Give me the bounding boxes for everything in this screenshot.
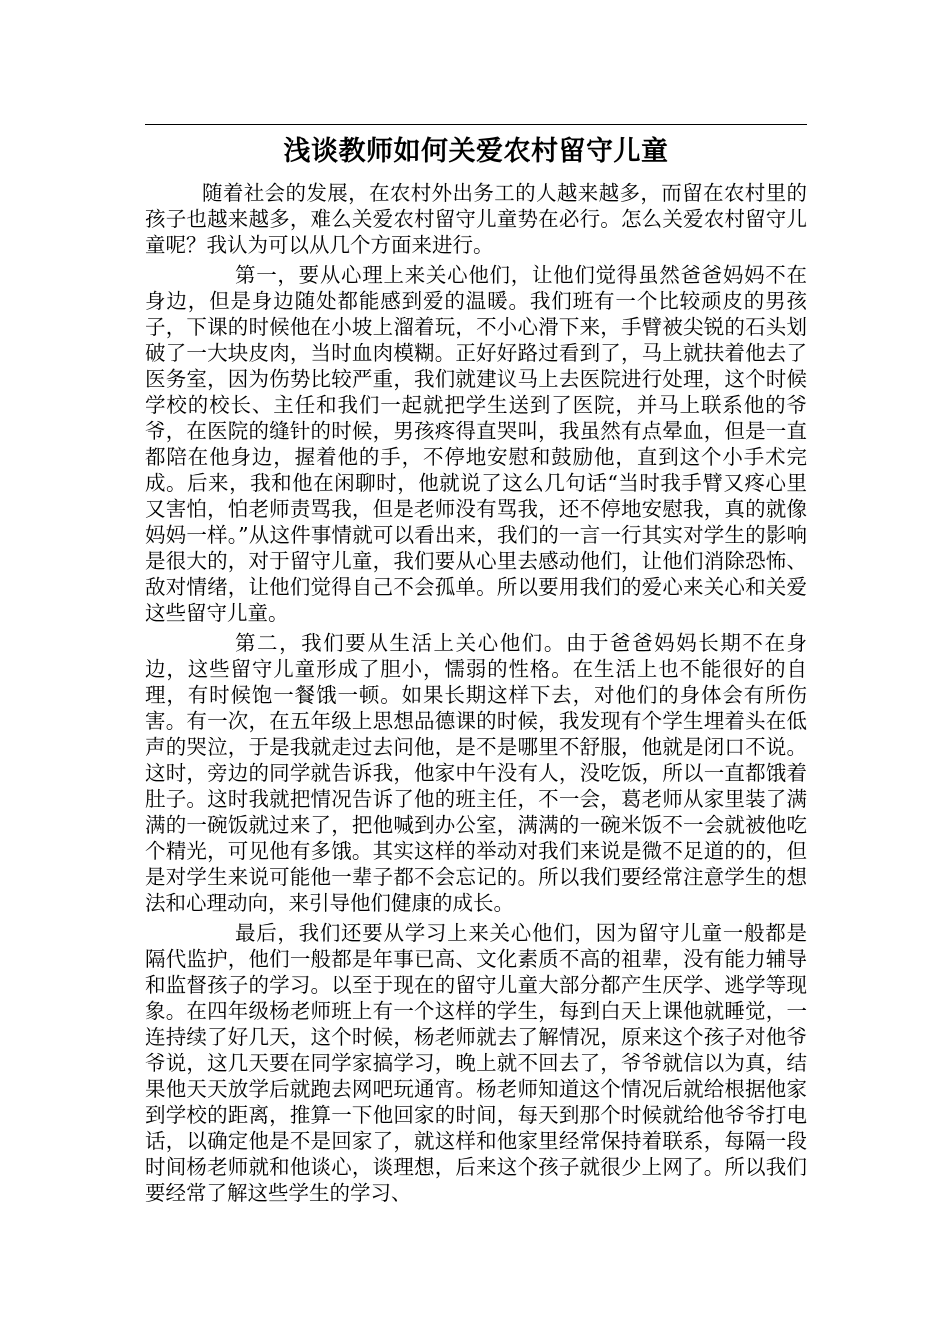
paragraph-psychological-care: 第一，要从心理上来关心他们，让他们觉得虽然爸爸妈妈不在身边，但是身边随处都能感到爱的温暖。我们班有一个比较顽皮的男孩子，下课的时候他在小坡上溜着玩，不小心滑下来，手臂被尖锐的石头划破了一大块皮肉，当时血肉模糊。正好好路过看到了，马上就扶着他去了医务室，因为伤势比较严重，我们就建议马上去医院进行处理，这个时候学校的校长、主任和我们一起就把学生送到了医院，并马上联系他的爷爷，在医院的缝针的时候，男孩疼得直哭叫，我虽然有点晕血，但是一直都陪在他身边，握着他的手，不停地安慰和鼓励他，直到这个小手术完成。后来，我和他在闲聊时，他就说了这么几句话“当时我手臂又疼心里又害怕，怕老师责骂我，但是老师没有骂我，还不停地安慰我，真的就像妈妈一样。”从这件事情就可以看出来，我们的一言一行其实对学生的影响是很大的，对于留守儿童，我们要从心里去感动他们，让他们消除恐怖、敌对情绪，让他们觉得自己不会孤单。所以要用我们的爱心来关心和关爱这些留守儿童。	[145, 263, 807, 625]
paragraph-daily-life-care: 第二，我们要从生活上关心他们。由于爸爸妈妈长期不在身边，这些留守儿童形成了胆小，懦弱的性格。在生活上也不能很好的自理，有时候饱一餐饿一顿。如果长期这样下去，对他们的身体会有所伤害。有一次，在五年级上思想品德课的时候，我发现有个学生埋着头在低声的哭泣，于是我就走过去问他，是不是哪里不舒服，他就是闭口不说。这时，旁边的同学就告诉我，他家中午没有人，没吃饭，所以一直都饿着肚子。这时我就把情况告诉了他的班主任，不一会，葛老师从家里装了满满的一碗饭就过来了，把他喊到办公室，满满的一碗米饭不一会就被他吃个精光，可见他有多饿。其实这样的举动对我们来说是微不足道的的，但是对学生来说可能他一辈子都不会忘记的。所以我们要经常注意学生的想法和心理动向，来引导他们健康的成长。	[145, 631, 807, 915]
document-body	[145, 180, 807, 1206]
paragraph-study-care: 最后，我们还要从学习上来关心他们，因为留守儿童一般都是隔代监护，他们一般都是年事已高、文化素质不高的祖辈，没有能力辅导和监督孩子的学习。以至于现在的留守儿童大部分都产生厌学、逃学等现象。在四年级杨老师班上有一个这样的学生，每到白天上课他就睡觉，一连持续了好几天，这个时候，杨老师就去了解情况，原来这个孩子对他爷爷说，这几天要在同学家搞学习，晚上就不回去了，爷爷就信以为真，结果他天天放学后就跑去网吧玩通宵。杨老师知道这个情况后就给根据他家到学校的距离，推算一下他回家的时间，每天到那个时候就给他爷爷打电话，以确定他是不是回家了，就这样和他家里经常保持着联系，每隔一段时间杨老师就和他谈心，谈理想，后来这个孩子就很少上网了。所以我们要经常了解这些学生的学习、	[145, 921, 807, 1205]
paragraph-intro: 随着社会的发展，在农村外出务工的人越来越多，而留在农村里的孩子也越来越多，难么关爱农村留守儿童势在必行。怎么关爱农村留守儿童呢？我认为可以从几个方面来进行。	[145, 181, 807, 257]
header-rule	[145, 124, 807, 125]
document-title: 浅谈教师如何关爱农村留守儿童	[283, 136, 669, 167]
